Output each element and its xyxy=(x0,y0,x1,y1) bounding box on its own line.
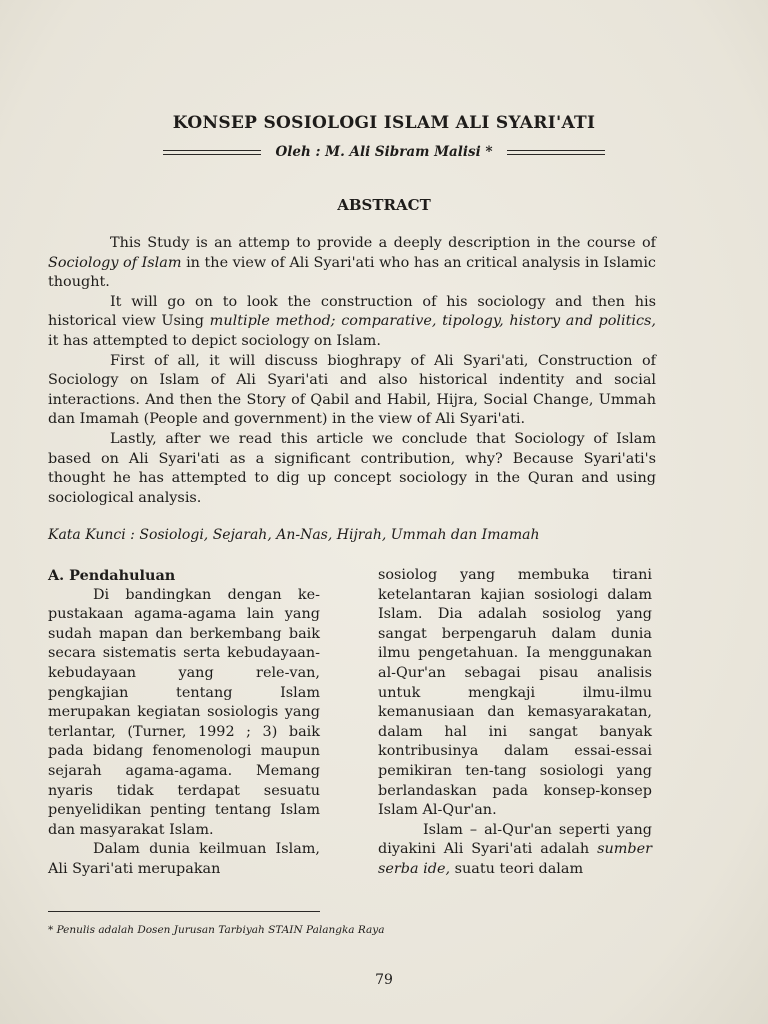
body-column-right xyxy=(378,566,652,880)
abstract-body xyxy=(48,234,656,508)
abstract-p1-text: This Study is an attemp to provide a deeply description in the course of xyxy=(110,235,656,251)
body-paragraph-3: sosiolog yang membuka tirani ketelantaran kajian sosiologi dalam Islam. Dia adalah sosiolog yang sangat berpengaruh dalam dunia ilmu pengetahuan. Ia menggunakan al-Qur'an sebagai pisau analisis untuk mengkaji ilmu-ilmu kemanusiaan dan kemasyarakatan, dalam hal ini sangat banyak kontribusinya dalam essai-essai pemikiran ten-tang sosiologi yang berlandaskan pada konsep-konsep Islam Al-Qur'an. xyxy=(378,567,652,819)
abstract-heading: ABSTRACT xyxy=(337,196,431,214)
byline xyxy=(0,144,768,160)
abstract-paragraph-4: Lastly, after we read this article we conclude that Sociology of Islam based on Ali Syari'ati as a significant contribution, why? Because Syari'ati's thought he has attempted to dig up concept sociology in the Quran and using sociological analysis. xyxy=(48,430,656,506)
abstract-paragraph-3: First of all, it will discuss bioghrapy of Ali Syari'ati, Construction of Sociology on Islam of Ali Syari'ati and also historical indentity and social interactions. And then the Story of Qabil and Habil, Hijra, Social Change, Ummah dan Imamah (People and government) in the view of Ali Syari'ati. xyxy=(48,352,656,428)
page-number: 79 xyxy=(375,972,393,988)
body-paragraph-4 xyxy=(378,821,652,880)
body-p4-text: Islam – al-Qur'an seperti yang diyakini Ali Syari'ati adalah xyxy=(378,821,652,858)
footnote-rule xyxy=(48,911,320,912)
section-heading: A. Pendahuluan xyxy=(48,567,176,584)
abstract-p2-emphasis: multiple method; comparative, tipology, history and politics, xyxy=(209,313,656,330)
abstract-p1-emphasis: Sociology of Islam xyxy=(48,254,182,271)
body-p4-text-end: suatu teori dalam xyxy=(450,860,584,877)
abstract-p2-text: It will go on to look the construction of his sociology and then his historical view Using xyxy=(48,293,656,330)
body-paragraph-1: Di bandingkan dengan ke-pustakaan agama-agama lain yang sudah mapan dan berkembang baik secara sistematis serta kebudayaan-kebudayaan yang rele-van, pengkajian tentang Islam merupakan kegiatan sosiologis yang terlantar, (Turner, 1992 ; 3) baik pada bidang fenomenologi maupun sejarah agama-agama. Memang nyaris tidak terdapat sesuatu penyelidikan penting tentang Islam dan masyarakat Islam. xyxy=(48,586,320,838)
abstract-p2-text-end: it has attempted to depict sociology on Islam. xyxy=(48,332,381,349)
footnote: * Penulis adalah Dosen Jurusan Tarbiyah STAIN Palangka Raya xyxy=(48,924,385,936)
paper-title: KONSEP SOSIOLOGI ISLAM ALI SYARI'ATI xyxy=(172,113,596,133)
body-column-left xyxy=(48,566,320,880)
abstract-paragraph-2 xyxy=(48,293,656,352)
byline-rule-left xyxy=(163,150,261,155)
byline-rule-right xyxy=(507,150,605,155)
keywords: Kata Kunci : Sosiologi, Sejarah, An-Nas, Hijrah, Ummah dan Imamah xyxy=(48,527,540,543)
author-name: Oleh : M. Ali Sibram Malisi * xyxy=(275,144,493,160)
body-p4-emphasis: sumber serba ide, xyxy=(378,841,652,877)
abstract-paragraph-1 xyxy=(48,234,656,293)
body-paragraph-2: Dalam dunia keilmuan Islam, Ali Syari'ati merupakan xyxy=(48,841,320,877)
abstract-p1-text-end: in the view of Ali Syari'ati who has an critical analysis in Islamic thought. xyxy=(48,254,656,291)
